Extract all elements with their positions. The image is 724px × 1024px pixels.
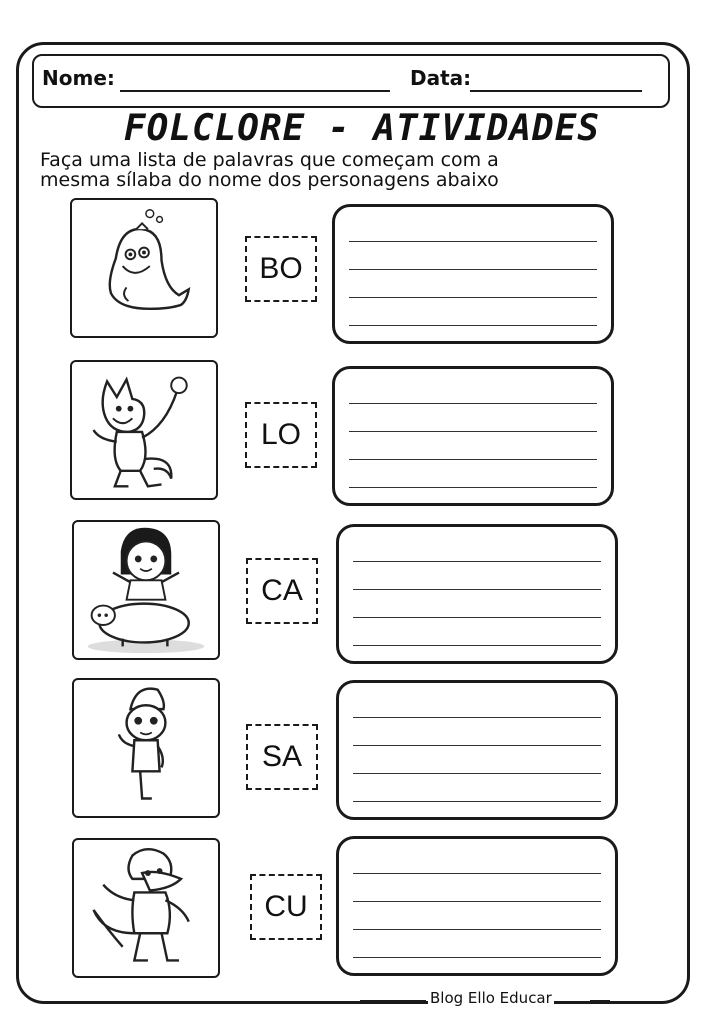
- writing-box[interactable]: [332, 204, 614, 344]
- footer-rule-right: [590, 1000, 610, 1002]
- date-label: Data:: [410, 66, 472, 90]
- footer-rule-left: [360, 1000, 426, 1002]
- syllable-box: SA: [246, 724, 318, 790]
- writing-box[interactable]: [332, 366, 614, 506]
- date-field[interactable]: [470, 90, 642, 92]
- werewolf-icon: [72, 362, 216, 498]
- boto-dolphin-icon: [72, 200, 216, 336]
- character-picture: [72, 520, 220, 660]
- writing-box[interactable]: [336, 836, 618, 976]
- instructions: [40, 150, 680, 190]
- header-box: [32, 54, 670, 108]
- character-picture: [70, 198, 218, 338]
- name-field[interactable]: [120, 90, 390, 92]
- syllable-box: CU: [250, 874, 322, 940]
- instructions-line-2: mesma sílaba do nome dos personagens abaixo: [40, 169, 499, 191]
- saci-icon: [74, 680, 218, 816]
- syllable-box: CA: [246, 558, 318, 624]
- writing-box[interactable]: [336, 524, 618, 664]
- instructions-line-1: Faça uma lista de palavras que começam com a: [40, 149, 499, 171]
- character-picture: [70, 360, 218, 500]
- caipora-icon: [74, 522, 218, 658]
- writing-box[interactable]: [336, 680, 618, 820]
- syllable-box: BO: [245, 236, 317, 302]
- name-label: Nome:: [42, 66, 115, 90]
- page-title: FOLCLORE - ATIVIDADES: [123, 108, 601, 149]
- cuca-icon: [74, 840, 218, 976]
- character-picture: [72, 678, 220, 818]
- syllable-box: LO: [245, 402, 317, 468]
- character-picture: [72, 838, 220, 978]
- footer-credit: Blog Ello Educar: [430, 989, 552, 1007]
